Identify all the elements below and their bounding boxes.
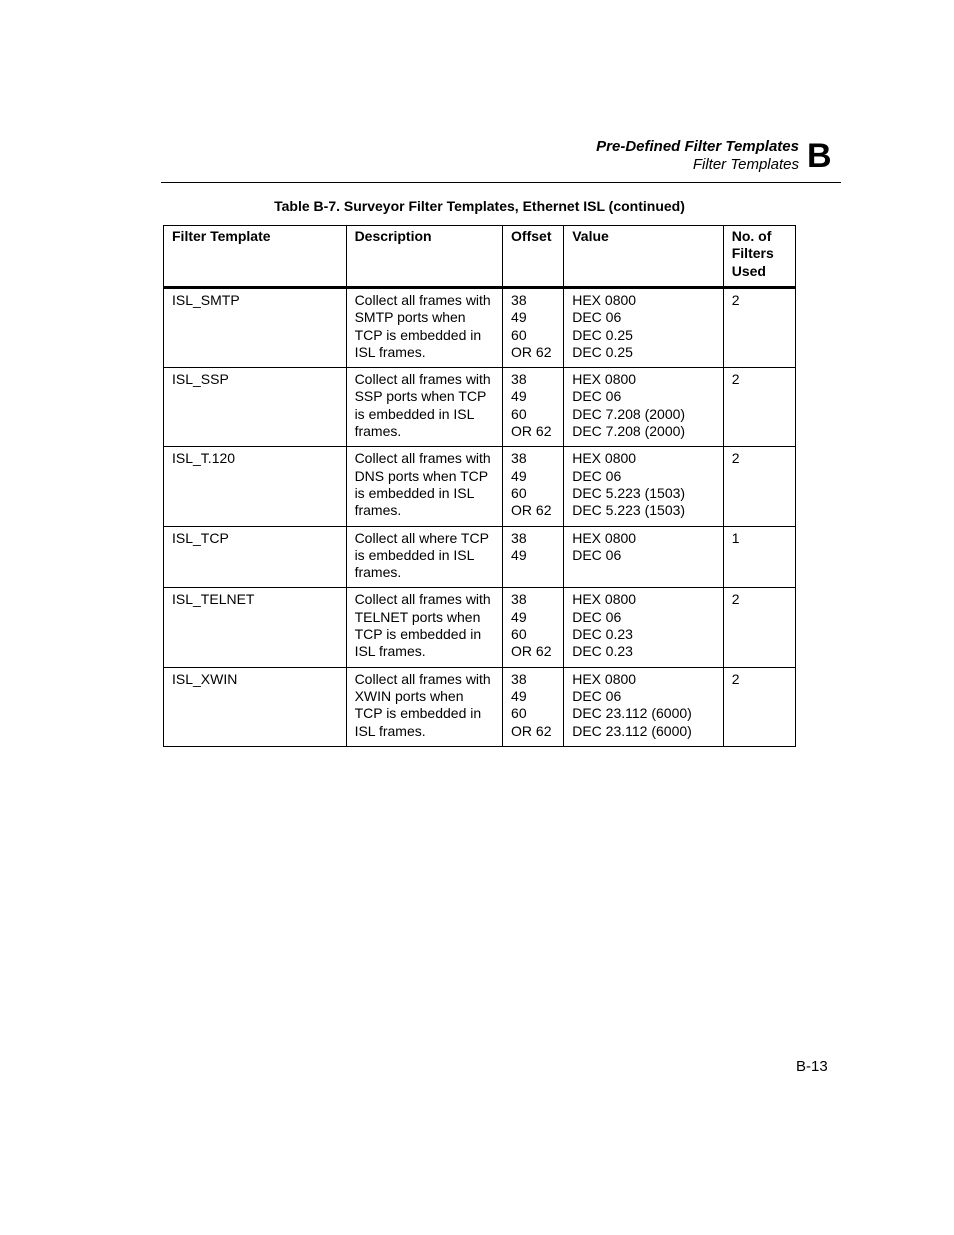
offset-line: OR 62 [511,502,552,519]
filters-used-cell: 2 [723,288,795,368]
description-cell [346,288,502,368]
value-line: DEC 5.223 (1503) [572,484,686,501]
description-cell [346,526,502,588]
table-row [164,447,796,526]
description-line: is embedded in ISL [354,405,475,422]
value-cell [564,447,724,526]
offset-line: 38 [511,292,527,308]
value-line: DEC 0.25 [572,343,633,360]
offset-line: 49 [511,309,527,326]
value-cell [564,667,724,746]
description-line: Collect all frames with [354,292,491,308]
value-line: DEC 0.23 [572,626,633,643]
value-line: HEX 0800 [572,591,637,608]
value-cell [564,526,724,588]
column-header-offset: Offset [503,226,564,288]
description-line: Collect all where TCP [354,529,489,546]
value-line: DEC 0.25 [572,326,633,343]
description-line: frames. [354,502,402,519]
value-line: DEC 7.208 (2000) [572,423,686,440]
description-cell [346,368,502,447]
column-header-filters-used-label: No. of Filters Used [731,228,774,279]
offset-line: 60 [511,626,527,643]
table-row [164,526,796,588]
filter-template-cell: ISL_XWIN [164,667,347,746]
value-line: DEC 06 [572,687,622,704]
column-header-value: Value [564,226,724,288]
header-divider [161,182,841,183]
filter-template-cell: ISL_SSP [164,368,347,447]
value-cell [564,368,724,447]
value-cell [564,288,724,368]
value-line: DEC 06 [572,608,622,625]
offset-line: 49 [511,546,527,563]
value-line: DEC 7.208 (2000) [572,405,686,422]
description-line: TCP is embedded in [354,705,482,722]
description-line: TELNET ports when [354,608,481,625]
value-line: HEX 0800 [572,450,637,467]
description-line: Collect all frames with [354,591,491,608]
filter-templates-table [163,225,796,747]
filters-used-cell: 2 [723,447,795,526]
filters-used-cell: 2 [723,368,795,447]
description-line: TCP is embedded in [354,626,482,643]
filter-template-cell: ISL_TCP [164,526,347,588]
offset-cell [503,526,564,588]
offset-line: 38 [511,591,527,608]
offset-line: 49 [511,467,527,484]
value-line: DEC 23.112 (6000) [572,722,692,739]
description-line: DNS ports when TCP [354,467,489,484]
offset-cell [503,667,564,746]
filter-template-cell: ISL_TELNET [164,588,347,667]
table-header-row [164,226,796,288]
appendix-letter: B [807,137,832,175]
description-line: TCP is embedded in [354,326,482,343]
offset-line: 60 [511,705,527,722]
page-number: B-13 [796,1058,828,1075]
filters-used-cell: 2 [723,667,795,746]
value-line: HEX 0800 [572,292,637,308]
description-line: frames. [354,423,402,440]
table-row [164,588,796,667]
description-line: Collect all frames with [354,670,491,687]
chapter-title: Pre-Defined Filter Templates [596,138,799,155]
offset-line: 60 [511,326,527,343]
table-row [164,368,796,447]
running-header [596,138,799,174]
offset-line: 49 [511,388,527,405]
description-line: Collect all frames with [354,450,491,467]
column-header-description: Description [346,226,502,288]
offset-line: 60 [511,484,527,501]
filter-template-cell: ISL_SMTP [164,288,347,368]
table-body [164,288,796,747]
value-line: HEX 0800 [572,670,637,687]
offset-cell [503,447,564,526]
offset-line: 60 [511,405,527,422]
filters-used-cell: 2 [723,588,795,667]
description-line: ISL frames. [354,343,426,360]
offset-line: 38 [511,450,527,467]
column-header-filters-used [723,226,795,288]
value-line: DEC 0.23 [572,643,633,660]
value-line: DEC 23.112 (6000) [572,705,692,722]
offset-line: OR 62 [511,722,552,739]
description-line: is embedded in ISL [354,546,475,563]
description-line: ISL frames. [354,722,426,739]
filters-used-cell: 1 [723,526,795,588]
offset-line: OR 62 [511,643,552,660]
table-row [164,667,796,746]
offset-line: 49 [511,608,527,625]
description-line: SSP ports when TCP [354,388,487,405]
table-row [164,288,796,368]
description-line: frames. [354,564,402,581]
description-line: XWIN ports when [354,687,464,704]
description-cell [346,667,502,746]
offset-cell [503,288,564,368]
filter-template-cell: ISL_T.120 [164,447,347,526]
value-line: HEX 0800 [572,529,637,546]
description-cell [346,588,502,667]
value-line: DEC 06 [572,309,622,326]
offset-cell [503,588,564,667]
column-header-filter-template: Filter Template [164,226,347,288]
value-line: DEC 5.223 (1503) [572,502,686,519]
description-line: ISL frames. [354,643,426,660]
value-cell [564,588,724,667]
description-line: Collect all frames with [354,371,491,388]
section-title: Filter Templates [692,156,799,173]
offset-line: 38 [511,529,527,546]
offset-line: OR 62 [511,343,552,360]
value-line: DEC 06 [572,546,622,563]
offset-line: OR 62 [511,423,552,440]
offset-cell [503,368,564,447]
value-line: HEX 0800 [572,371,637,388]
description-line: is embedded in ISL [354,484,475,501]
value-line: DEC 06 [572,388,622,405]
table-caption: Table B-7. Surveyor Filter Templates, Ethernet ISL (continued) [274,198,685,214]
offset-line: 38 [511,670,527,687]
description-line: SMTP ports when [354,309,466,326]
value-line: DEC 06 [572,467,622,484]
offset-line: 49 [511,687,527,704]
description-cell [346,447,502,526]
offset-line: 38 [511,371,527,388]
